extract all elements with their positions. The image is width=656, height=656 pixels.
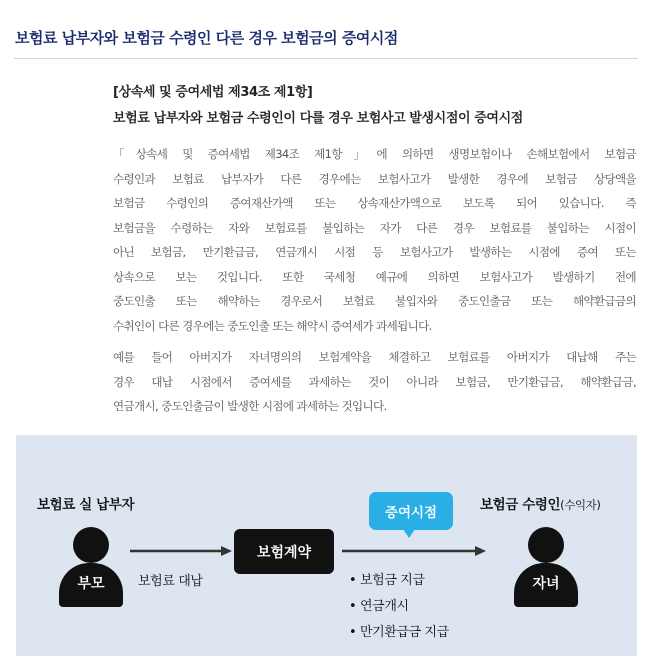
paragraph-line: 수취인이 다른 경우에는 중도인출 또는 해약시 증여세가 과세됩니다.: [113, 318, 432, 333]
paragraph-line: 상속으로 보는 것입니다. 또한 국세청 예규에 의하면 보험사고가 발생하기 전에: [113, 269, 636, 284]
page-title: 보험료 납부자와 보험금 수령인 다른 경우 보험금의 증여시점: [15, 29, 398, 47]
gift-timing-callout: [369, 492, 453, 530]
parent-label: 부모: [77, 576, 105, 592]
list-item: • 보험금 지급: [349, 573, 425, 588]
paragraph-line: 예를 들어 아버지가 자녀명의의 보험계약을 체결하고 보험료를 아버지가 대납해 주는: [113, 350, 636, 364]
insurance-event-list: [349, 568, 449, 646]
law-reference: [상속세 및 증여세법 제34조 제1항]: [113, 85, 313, 100]
insurance-contract-box: [234, 529, 334, 574]
proxy-payment-label: 보험료 대납: [138, 574, 203, 589]
paragraph-line: 중도인출 또는 해약하는 경우로서 보험료 불입자와 중도인출금 또는 해약환급금의: [113, 294, 636, 308]
arrowhead-to-contract: [221, 546, 232, 556]
paragraph-line: 보험금을 수령하는 자와 보험료를 불입하는 자가 다른 경우 보험료를 불입하는 시점이: [113, 220, 636, 235]
contract-label: 보험계약: [256, 544, 312, 561]
callout-tail: [403, 529, 415, 538]
paragraph-line: 연금개시, 중도인출금이 발생한 시점에 과세하는 것입니다.: [113, 399, 387, 413]
paragraph-line: 경우 대납 시점에서 증여세를 과세하는 것이 아니라 보험금, 만기환급금, 해약환급금,: [113, 374, 636, 389]
arrowhead-to-receiver: [475, 546, 486, 556]
list-item: • 만기환급금 지급: [349, 625, 449, 640]
receiver-sub-label: (수익자): [560, 498, 601, 512]
paragraph-line: 「상속세 및 증여세법 제34조 제1항」에 의하면 생명보험이나 손해보험에서 보험금: [113, 147, 636, 161]
payer-label: 보험료 실 납부자: [37, 497, 135, 513]
child-label: 자녀: [532, 576, 560, 592]
list-item: • 연금개시: [349, 599, 409, 614]
paragraph-line: 보험금 수령인의 증여재산가액 또는 상속재산가액으로 보도록 되어 있습니다. 즉: [113, 196, 636, 210]
paragraph-line: 수령인과 보험료 납부자가 다른 경우에는 보험사고가 발생한 경우에 보험금 상당액을: [113, 171, 636, 186]
law-heading: 보험료 납부자와 보험금 수령인이 다를 경우 보험사고 발생시점이 증여시점: [113, 111, 523, 126]
paragraph-line: 아닌 보험금, 만기환급금, 연금개시 시점 등 보험사고가 발생하는 시점에 증여 또는: [113, 245, 636, 259]
gift-timing-label: 증여시점: [384, 505, 438, 521]
receiver-label-text: 보험금 수령인: [480, 497, 561, 513]
